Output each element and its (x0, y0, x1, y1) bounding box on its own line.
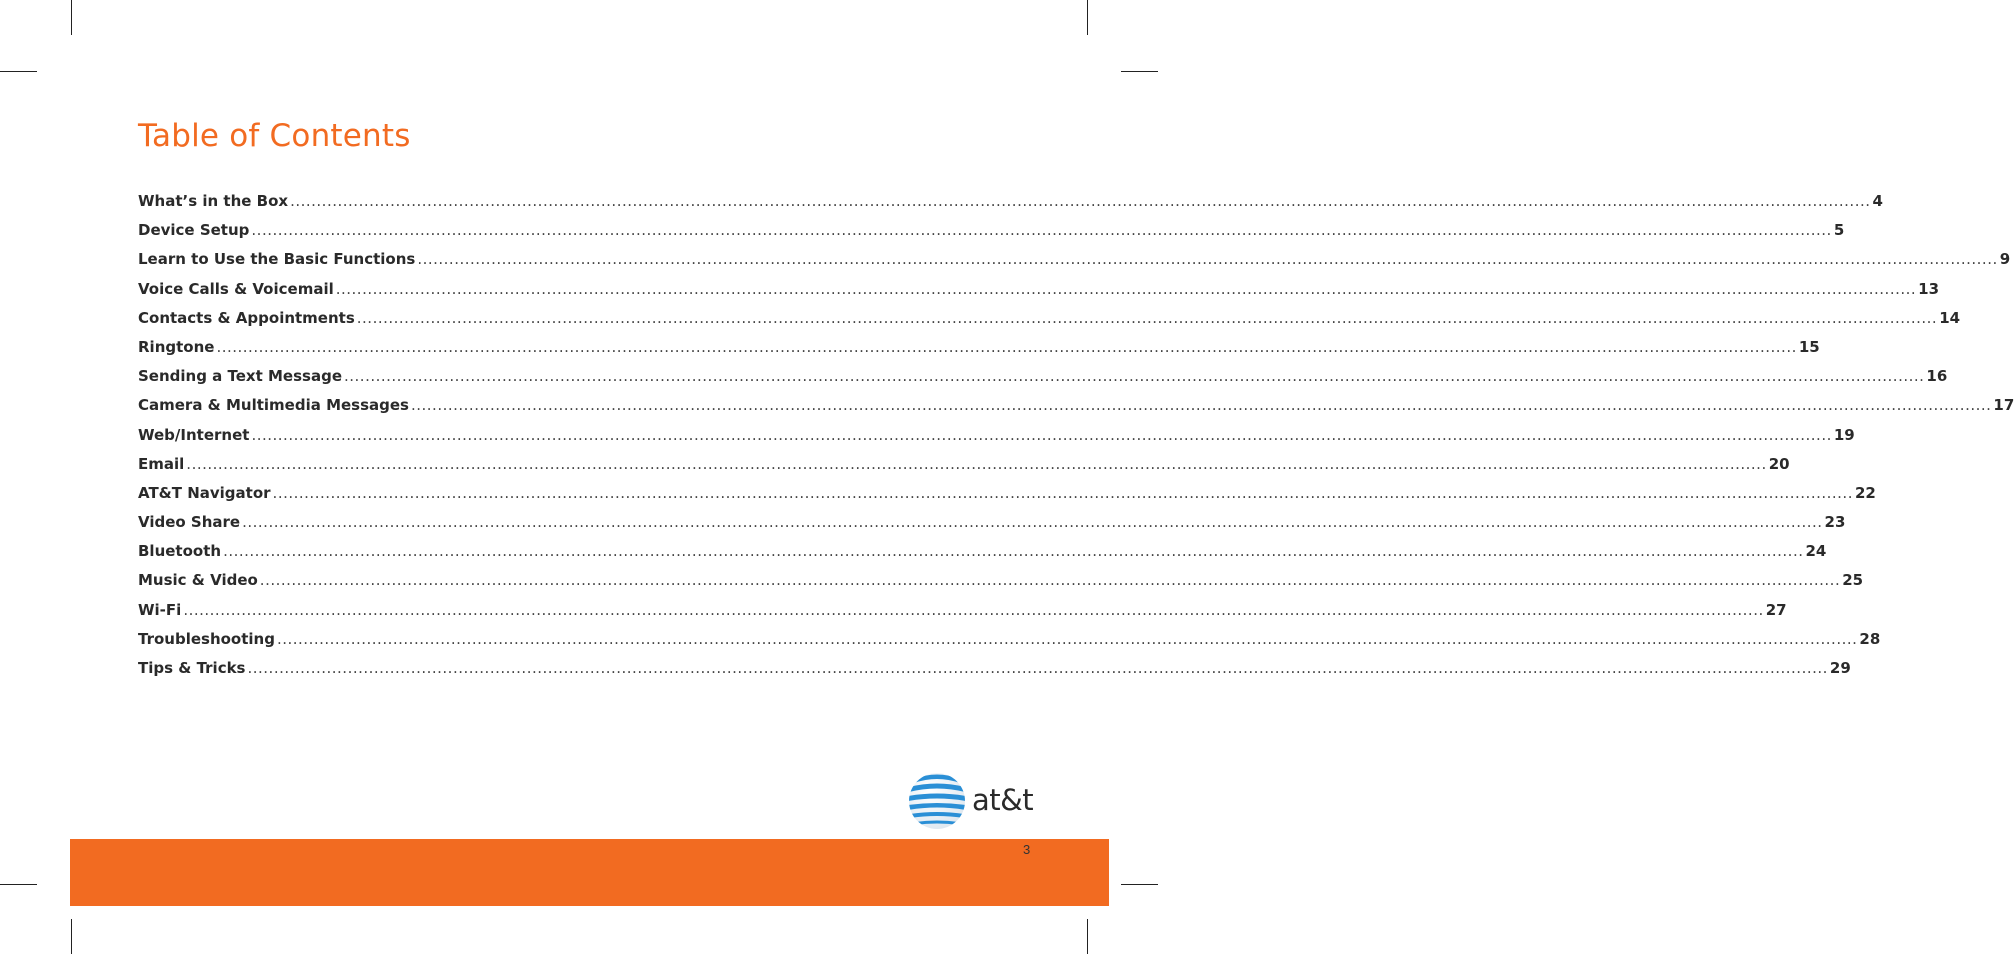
toc-entry-label: Camera & Multimedia Messages (138, 396, 409, 415)
toc-entry-page: 24 (1805, 542, 1827, 561)
toc-entry[interactable] (138, 537, 1827, 566)
toc-leader-dots: ............................................................................................................................................................................................................................................................................................................ (223, 542, 1804, 561)
toc-entry[interactable] (138, 566, 1864, 595)
toc-entry-page: 16 (1926, 367, 1948, 386)
crop-mark-top-left (71, 0, 72, 35)
toc-entry-label: Voice Calls & Voicemail (138, 279, 334, 298)
crop-mark-top-right (1087, 0, 1088, 35)
toc-entry[interactable] (138, 275, 1940, 304)
toc-leader-dots: ............................................................................................................................................................................................................................................................................................................ (247, 659, 1828, 677)
toc-entry[interactable] (138, 391, 2014, 420)
toc-entry-label: Sending a Text Message (138, 367, 342, 386)
toc-leader-dots: ............................................................................................................................................................................................................................................................................................................ (242, 513, 1823, 532)
att-wordmark: at&t (972, 783, 1034, 817)
toc-entry-label: Troubleshooting (138, 629, 275, 648)
toc-leader-dots: ............................................................................................................................................................................................................................................................................................................ (251, 425, 1832, 444)
toc-leader-dots: ............................................................................................................................................................................................................................................................................................................ (272, 483, 1853, 502)
toc-entry-page: 9 (1999, 250, 2011, 269)
toc-leader-dots: ............................................................................................................................................................................................................................................................................................................ (344, 367, 1925, 386)
toc-entry-page: 22 (1854, 483, 1876, 502)
toc-entry-label: Learn to Use the Basic Functions (138, 250, 416, 269)
toc-entry-page: 17 (1993, 396, 2014, 415)
crop-mark-left-bottom (0, 884, 37, 885)
toc-entry-page: 28 (1859, 629, 1881, 648)
toc-entry-page: 20 (1768, 454, 1790, 473)
toc-leader-dots: ............................................................................................................................................................................................................................................................................................................ (251, 221, 1832, 240)
toc-entry[interactable] (138, 245, 2011, 274)
toc-leader-dots: ............................................................................................................................................................................................................................................................................................................ (186, 454, 1767, 473)
toc-entry[interactable] (138, 596, 1787, 625)
toc-entry-page: 19 (1833, 425, 1855, 444)
toc-entry-label: What’s in the Box (138, 192, 289, 210)
toc-entry-page: 14 (1939, 308, 1961, 327)
toc-entry-page: 25 (1842, 571, 1864, 590)
toc-entry[interactable] (138, 362, 1948, 391)
toc-entry-label: Web/Internet (138, 425, 250, 444)
toc-entry[interactable] (138, 450, 1790, 479)
toc-entry[interactable] (138, 654, 1851, 683)
toc-entry-label: Bluetooth (138, 542, 222, 561)
page-number: 3 (1023, 842, 1031, 857)
toc-entry-page: 13 (1918, 279, 1940, 298)
toc-leader-dots: ............................................................................................................................................................................................................................................................................................................ (183, 600, 1764, 619)
crop-mark-bottom-left (71, 919, 72, 954)
toc-entry[interactable] (138, 333, 1820, 362)
att-globe-icon (908, 772, 970, 830)
toc-entry-label: Device Setup (138, 221, 250, 240)
toc-entry-label: Contacts & Appointments (138, 308, 355, 327)
toc-entry-label: Music & Video (138, 571, 258, 590)
toc-entry[interactable] (138, 508, 1846, 537)
toc-entry-label: Wi-Fi (138, 600, 182, 619)
toc-entry-page: 29 (1829, 659, 1851, 677)
toc-entry-page: 27 (1765, 600, 1787, 619)
toc-leader-dots: ............................................................................................................................................................................................................................................................................................................ (410, 396, 1992, 415)
toc-leader-dots: ............................................................................................................................................................................................................................................................................................................ (356, 308, 1938, 327)
toc-leader-dots: ............................................................................................................................................................................................................................................................................................................ (276, 629, 1858, 648)
crop-mark-left-top (0, 71, 37, 72)
toc-leader-dots: ............................................................................................................................................................................................................................................................................................................ (290, 192, 1871, 210)
crop-mark-right-bottom (1121, 884, 1158, 885)
toc-leader-dots: ............................................................................................................................................................................................................................................................................................................ (259, 571, 1841, 590)
toc-entry[interactable] (138, 187, 1883, 216)
toc-entry[interactable] (138, 625, 1881, 654)
toc-entry-label: Email (138, 454, 185, 473)
toc-entry-label: AT&T Navigator (138, 483, 271, 502)
toc-entry-label: Ringtone (138, 337, 215, 356)
toc-entry-page: 23 (1824, 513, 1846, 532)
toc-entry[interactable] (138, 216, 1845, 245)
footer-bar (70, 839, 1109, 906)
toc-entry-page: 4 (1872, 192, 1883, 210)
crop-mark-right-top (1121, 71, 1158, 72)
toc-entry[interactable] (138, 304, 1961, 333)
crop-mark-bottom-right (1087, 919, 1088, 954)
table-of-contents (138, 187, 2014, 683)
page-title: Table of Contents (138, 118, 411, 154)
toc-leader-dots: ............................................................................................................................................................................................................................................................................................................ (335, 279, 1917, 298)
toc-entry-label: Video Share (138, 513, 241, 532)
toc-leader-dots: ............................................................................................................................................................................................................................................................................................................ (216, 337, 1797, 356)
toc-leader-dots: ............................................................................................................................................................................................................................................................................................................ (417, 250, 1998, 269)
toc-entry[interactable] (138, 421, 1855, 450)
toc-entry-label: Tips & Tricks (138, 659, 246, 677)
toc-entry-page: 15 (1798, 337, 1820, 356)
toc-entry-page: 5 (1833, 221, 1845, 240)
toc-entry[interactable] (138, 479, 1876, 508)
